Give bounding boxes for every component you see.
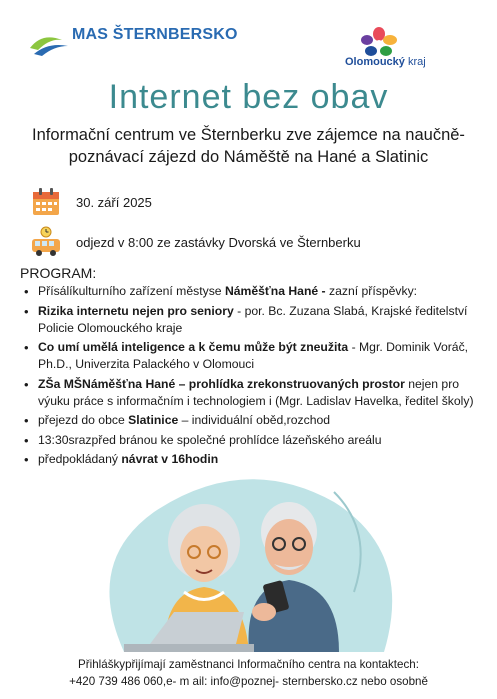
olomoucky-kraj-text (345, 56, 426, 68)
footer-line-2: +420 739 486 060,e- m ail: info@poznej- sternbersko.cz nebo osobně (69, 675, 428, 688)
date-row (30, 186, 152, 218)
footer (0, 656, 497, 690)
program-item: • ZŠa MŠNáměšťna Hané – prohlídka zrekonstruovaných prostor nejen pro výuku práce s informačním i technologiem i (Mgr. Ladislav Havelka, ředitel školy) (20, 376, 480, 410)
program-item: • Přísálíkulturního zařízení městyse Náměšťna Hané - zazní příspěvky: (20, 283, 480, 300)
bus-clock-icon (30, 226, 62, 258)
mas-logo-text: MAS ŠTERNBERSKO (72, 26, 238, 43)
program-item: • předpokládaný návrat v 16hodin (20, 451, 480, 468)
program-list (20, 283, 480, 468)
flower-icon (359, 26, 399, 58)
program-item: • 13:30srazpřed bránou ke společné prohlídce lázeňského areálu (20, 432, 480, 449)
departure-text: odjezd v 8:00 ze zastávky Dvorská ve Šternberku (76, 234, 361, 250)
mas-sternbersko-logo (28, 22, 238, 62)
seniors-with-phone-illustration (84, 472, 414, 652)
footer-line-1: Přihláškypřijímají zaměstnanci Informačního centra na kontaktech: (78, 658, 419, 671)
kraj-light: kraj (407, 56, 426, 68)
olomoucky-kraj-logo (345, 26, 475, 66)
program-section (20, 265, 480, 471)
program-item: • Co umí umělá inteligence a k čemu může být zneužita - Mgr. Dominik Voráč, Ph.D., Univerzita Palackého v Olomouci (20, 339, 480, 373)
date-text: 30. září 2025 (76, 194, 152, 210)
page-title: Internet bez obav (108, 78, 389, 116)
departure-row (30, 226, 361, 258)
subtitle: Informační centrum ve Šternberku zve zájemce na naučně-poznávací zájezd do Náměště na Hané a Slatinic (32, 126, 465, 166)
program-item: • přejezd do obce Slatinice – individuální oběd,rozchod (20, 412, 480, 429)
program-item: • Rizika internetu nejen pro seniory - por. Bc. Zuzana Slabá, Krajské ředitelství Policie Olomouckého kraje (20, 303, 480, 337)
calendar-icon (30, 186, 62, 218)
olomoucky-bold: Olomoucký (345, 56, 405, 68)
program-heading: PROGRAM: (20, 265, 97, 281)
